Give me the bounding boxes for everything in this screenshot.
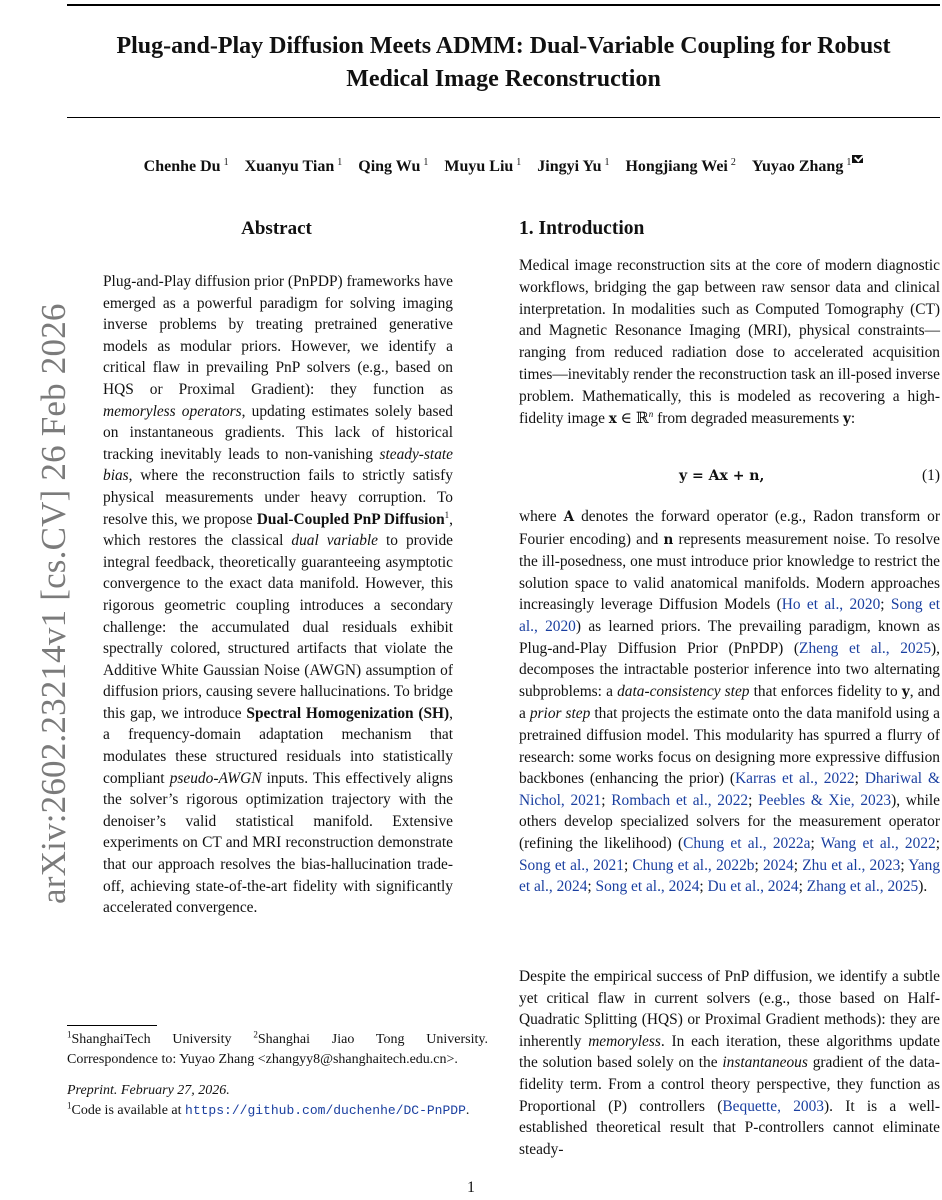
emphasis: data-consistency step	[617, 682, 750, 700]
math-symbol: A	[563, 509, 575, 525]
bold-term: Dual-Coupled PnP Diffusion	[256, 510, 445, 528]
citation-link[interactable]: Peebles & Xie, 2023	[758, 791, 892, 809]
affiliation-footnote: $^1$ShanghaiTech University $^2$Shanghai Jiao Tong University. Correspondence to: Yuyao Zhang <zhangyy8@shanghaitech.edu.cn>.	[67, 1029, 488, 1067]
emphasis: instantaneous	[722, 1054, 808, 1072]
equation-body: y = Ax + n,	[679, 468, 765, 484]
math-symbol: y	[842, 410, 851, 427]
author: Jingyi Yu $^1$	[537, 156, 610, 175]
citation-link[interactable]: Song et al., 2024	[595, 878, 700, 896]
citation-link[interactable]: Wang et al., 2022	[820, 834, 936, 852]
footnote-marker: 1	[444, 509, 450, 520]
math-symbol: y	[901, 683, 910, 700]
intro-paragraph-3: Despite the empirical success of PnP diffusion, we identify a subtle yet critical flaw in current solvers (e.g., those based on Half-Quadratic Splitting (HQS) or Proximal Gradient methods): they are inherently memoryless. In each iteration, these algorithms update the solution based solely on the instantaneous gradient of the data-fidelity term. From a control theory perspective, they function as Proportional (P) controllers (Bequette, 2003). It is a well-established theoretical result that P-controllers cannot eliminate steady-	[519, 968, 941, 1158]
author: Qing Wu $^1$	[358, 156, 429, 175]
emphasis: pseudo-AWGN	[169, 769, 262, 787]
math-symbol: x	[608, 410, 617, 427]
citation-link[interactable]: Yang et al., 2024	[519, 856, 941, 896]
code-footnote: $^1$Code is available at https://github.com/duchenhe/DC-PnPDP.	[67, 1099, 470, 1118]
abstract-heading: Abstract	[241, 218, 312, 239]
author-list	[67, 156, 940, 178]
page-number: 1	[467, 1179, 475, 1196]
emphasis: prior step	[529, 705, 591, 723]
citation-link[interactable]: Rombach et al., 2022	[611, 791, 749, 809]
arxiv-identifier: arXiv:2602.23214v1 [cs.CV] 26 Feb 2026	[34, 303, 73, 904]
title-line-1: Plug-and-Play Diffusion Meets ADMM: Dual-Variable Coupling for Robust	[116, 33, 891, 59]
citation-link[interactable]: Ho et al., 2020	[781, 596, 881, 614]
emphasis: steady-state bias	[103, 445, 453, 485]
author: Muyu Liu $^1$	[444, 156, 522, 175]
title-line-2: Medical Image Reconstruction	[346, 66, 661, 92]
footnote-marker: 1	[67, 1099, 72, 1110]
citation-link[interactable]: Dhariwal & Nichol, 2021	[519, 770, 940, 809]
author: Xuanyu Tian $^1$	[244, 156, 343, 175]
emphasis: dual variable	[291, 532, 379, 550]
introduction-heading: 1. Introduction	[519, 218, 645, 239]
citation-link[interactable]: Chung et al., 2022b	[632, 856, 755, 874]
citation-link[interactable]: Du et al., 2024	[707, 878, 799, 896]
math-symbol: n	[663, 531, 674, 548]
author: Chenhe Du $^1$	[143, 156, 229, 175]
code-url-link[interactable]: https://github.com/duchenhe/DC-PnPDP	[185, 1102, 466, 1118]
citation-link[interactable]: Zhang et al., 2025	[806, 878, 919, 896]
citation-link[interactable]: Song et al., 2021	[519, 856, 624, 874]
author: Hongjiang Wei $^2$	[625, 156, 736, 175]
footnote-marker: 1	[67, 1029, 72, 1040]
emphasis: memoryless	[588, 1032, 661, 1050]
author: Yuyao Zhang $^1$	[752, 158, 863, 175]
footnote-rule	[67, 1025, 157, 1026]
envelope-icon	[852, 155, 863, 163]
citation-link[interactable]: Chung et al., 2022a	[683, 834, 811, 852]
citation-link[interactable]: Zheng et al., 2025	[799, 639, 932, 657]
citation-link[interactable]: Song et al., 2020	[519, 596, 941, 635]
emphasis: memoryless operators	[103, 402, 242, 420]
footnotes	[67, 1030, 488, 1120]
paper-title	[67, 30, 940, 96]
intro-paragraph-1: Medical image reconstruction sits at the core of modern diagnostic workflows, bridging the gap between raw sensor data and clinical interpretation. In modalities such as Computed Tomography (CT) and Magnetic Resonance Imaging (MRI), physical constraints—ranging from reduced radiation dose to accelerated acquisition times—inevitably render the reconstruction task an ill-posed inverse problem. Mathematically, this is modeled as recovering a high-fidelity image x ∈ ℝ$^n$ from degraded measurements y:	[519, 257, 940, 427]
math-superscript: n	[648, 408, 654, 419]
title-bottom-rule	[67, 117, 940, 118]
citation-link[interactable]: Karras et al., 2022	[735, 770, 855, 788]
preprint-note: Preprint. February 27, 2026.	[67, 1083, 230, 1098]
citation-link[interactable]: 2024	[762, 856, 794, 874]
bold-term: Spectral Homogenization (SH)	[246, 704, 450, 722]
citation-link[interactable]: Zhu et al., 2023	[802, 856, 901, 874]
equation-number: (1)	[922, 467, 940, 484]
citation-link[interactable]: Bequette, 2003	[722, 1097, 824, 1115]
intro-paragraph-2: where A denotes the forward operator (e.g., Radon transform or Fourier encoding) and n represents measurement noise. To resolve the ill-posedness, one must introduce prior knowledge to restrict the solution space to valid anatomical manifolds. Modern approaches increasingly leverage Diffusion Models (Ho et al., 2020; Song et al., 2020) as learned priors. The prevailing paradigm, known as Plug-and-Play Diffusion Prior (PnPDP) (Zheng et al., 2025), decomposes the intractable posterior inference into two alternating subproblems: a data-consistency step that enforces fidelity to y, and a prior step that projects the estimate onto the data manifold using a pretrained diffusion model. This modularity has spurred a flurry of research: some works focus on designing more expressive diffusion backbones (enhancing the prior) (Karras et al., 2022; Dhariwal & Nichol, 2021; Rombach et al., 2022; Peebles & Xie, 2023), while others develop specialized solvers for the measurement operator (refining the likelihood) (Chung et al., 2022a; Wang et al., 2022; Song et al., 2021; Chung et al., 2022b; 2024; Zhu et al., 2023; Yang et al., 2024; Song et al., 2024; Du et al., 2024; Zhang et al., 2025).	[519, 508, 941, 896]
abstract-body: Plug-and-Play diffusion prior (PnPDP) frameworks have emerged as a powerful paradigm for solving imaging inverse problems by treating pretrained generative models as modular priors. However, we identify a critical flaw in prevailing PnP solvers (e.g., based on HQS or Proximal Gradient): they function as memoryless operators, updating estimates solely based on instantaneous gradients. This lack of historical tracking inevitably leads to non-vanishing steady-state bias, where the reconstruction fails to strictly satisfy physical measurements under heavy corruption. To resolve this, we propose Dual-Coupled PnP Diffusion$^1$, which restores the classical dual variable to provide integral feedback, theoretically guaranteeing asymptotic convergence to the exact data manifold. However, this rigorous geometric coupling introduces a secondary challenge: the accumulated dual residuals exhibit spectrally colored, structured artifacts that violate the Additive White Gaussian Noise (AWGN) assumption of diffusion priors, causing severe hallucinations. To bridge this gap, we introduce Spectral Homogenization (SH), a frequency-domain adaptation mechanism that modulates these structured residuals into statistically compliant pseudo-AWGN inputs. This effectively aligns the solver’s rigorous optimization trajectory with the denoiser’s valid statistical manifold. Extensive experiments on CT and MRI reconstruction demonstrate that our approach resolves the bias-hallucination trade-off, achieving state-of-the-art fidelity with significantly accelerated convergence.	[103, 273, 454, 917]
footnote-marker: 2	[253, 1029, 258, 1040]
title-top-rule	[67, 4, 940, 6]
